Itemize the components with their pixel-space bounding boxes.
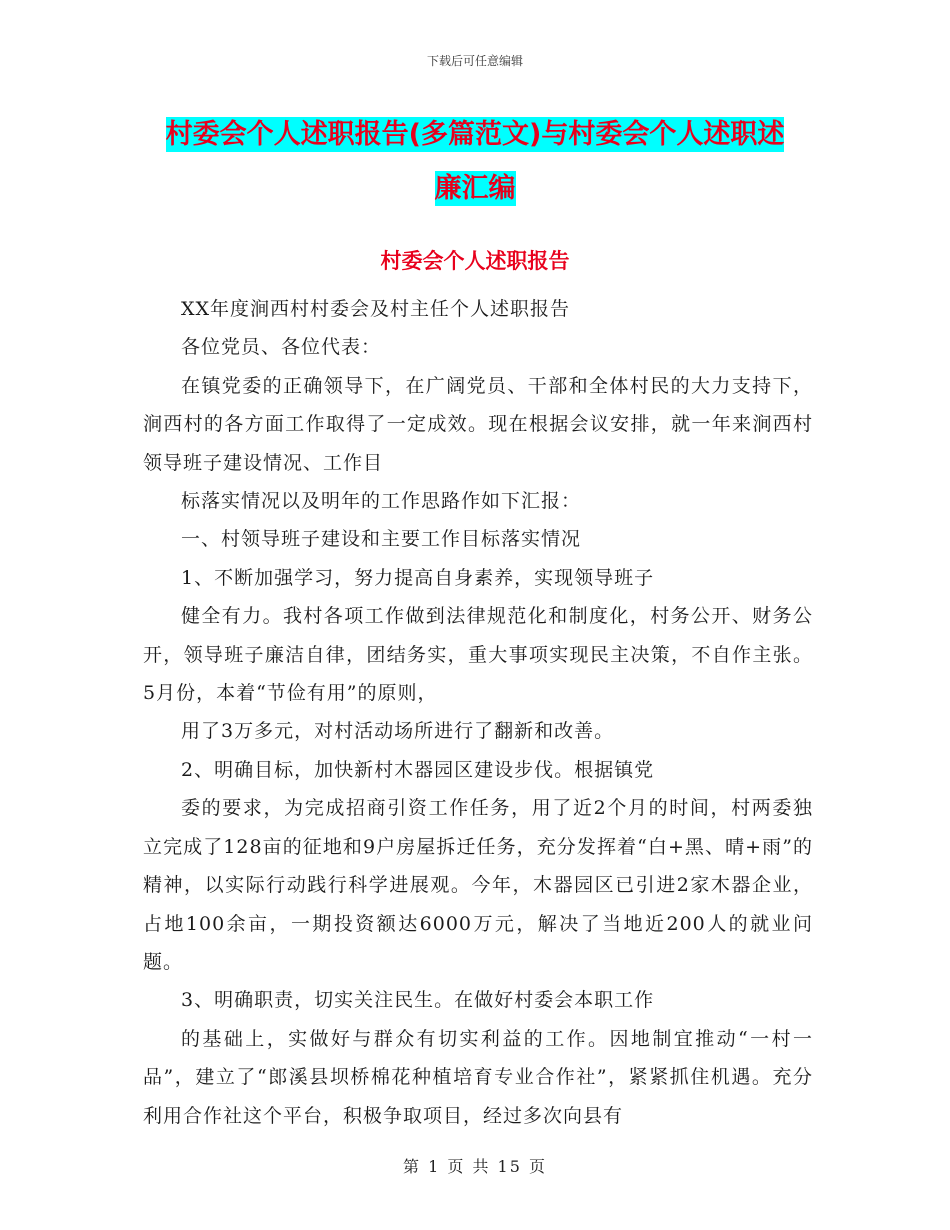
paragraph: 的基础上，实做好与群众有切实利益的工作。因地制宜推动“一村一品”，建立了“郎溪县坝桥棉花种植培育专业合作社”，紧紧抓住机遇。充分利用合作社这个平台，积极争取项目，经过多次向县有 <box>143 1027 813 1127</box>
paragraph: 3、明确职责，切实关注民生。在做好村委会本职工作 <box>181 989 655 1012</box>
paragraph: XX年度涧西村村委会及村主任个人述职报告 <box>181 298 571 320</box>
document-title <box>140 108 810 216</box>
section-title: 村委会个人述职报告 <box>380 249 570 273</box>
title-line-2: 廉汇编 <box>434 173 516 204</box>
paragraph: 2、明确目标，加快新村木器园区建设步伐。根据镇党 <box>181 758 655 781</box>
paragraph: 一、村领导班子建设和主要工作目标落实情况 <box>181 528 582 551</box>
paragraph: 各位党员、各位代表： <box>181 336 382 359</box>
header-note: 下载后可任意编辑 <box>426 54 523 68</box>
document-body <box>143 290 813 1135</box>
paragraph: 委的要求，为完成招商引资工作任务，用了近2个月的时间，村两委独立完成了128亩的征地和9户房屋拆迁任务，充分发挥着“白+黑、晴+雨”的精神，以实际行动践行科学进展观。今年，木器园区已引进2家木器企业，占地100余亩，一期投资额达6000万元，解决了当地近200人的就业问题。 <box>143 797 813 973</box>
paragraph: 1、不断加强学习，努力提高自身素养，实现领导班子 <box>181 566 655 589</box>
page-number-footer: 第 1 页 共 15 页 <box>403 1157 547 1176</box>
paragraph: 用了3万多元，对村活动场所进行了翻新和改善。 <box>181 720 615 743</box>
paragraph: 标落实情况以及明年的工作思路作如下汇报： <box>181 490 582 513</box>
paragraph: 健全有力。我村各项工作做到法律规范化和制度化，村务公开、财务公开，领导班子廉洁自律，团结务实，重大事项实现民主决策，不自作主张。5月份，本着“节俭有用”的原则， <box>143 605 813 705</box>
title-line-1: 村委会个人述职报告(多篇范文)与村委会个人述职述 <box>165 119 785 150</box>
paragraph: 在镇党委的正确领导下，在广阔党员、干部和全体村民的大力支持下，涧西村的各方面工作取得了一定成效。现在根据会议安排，就一年来涧西村领导班子建设情况、工作目 <box>143 374 813 474</box>
